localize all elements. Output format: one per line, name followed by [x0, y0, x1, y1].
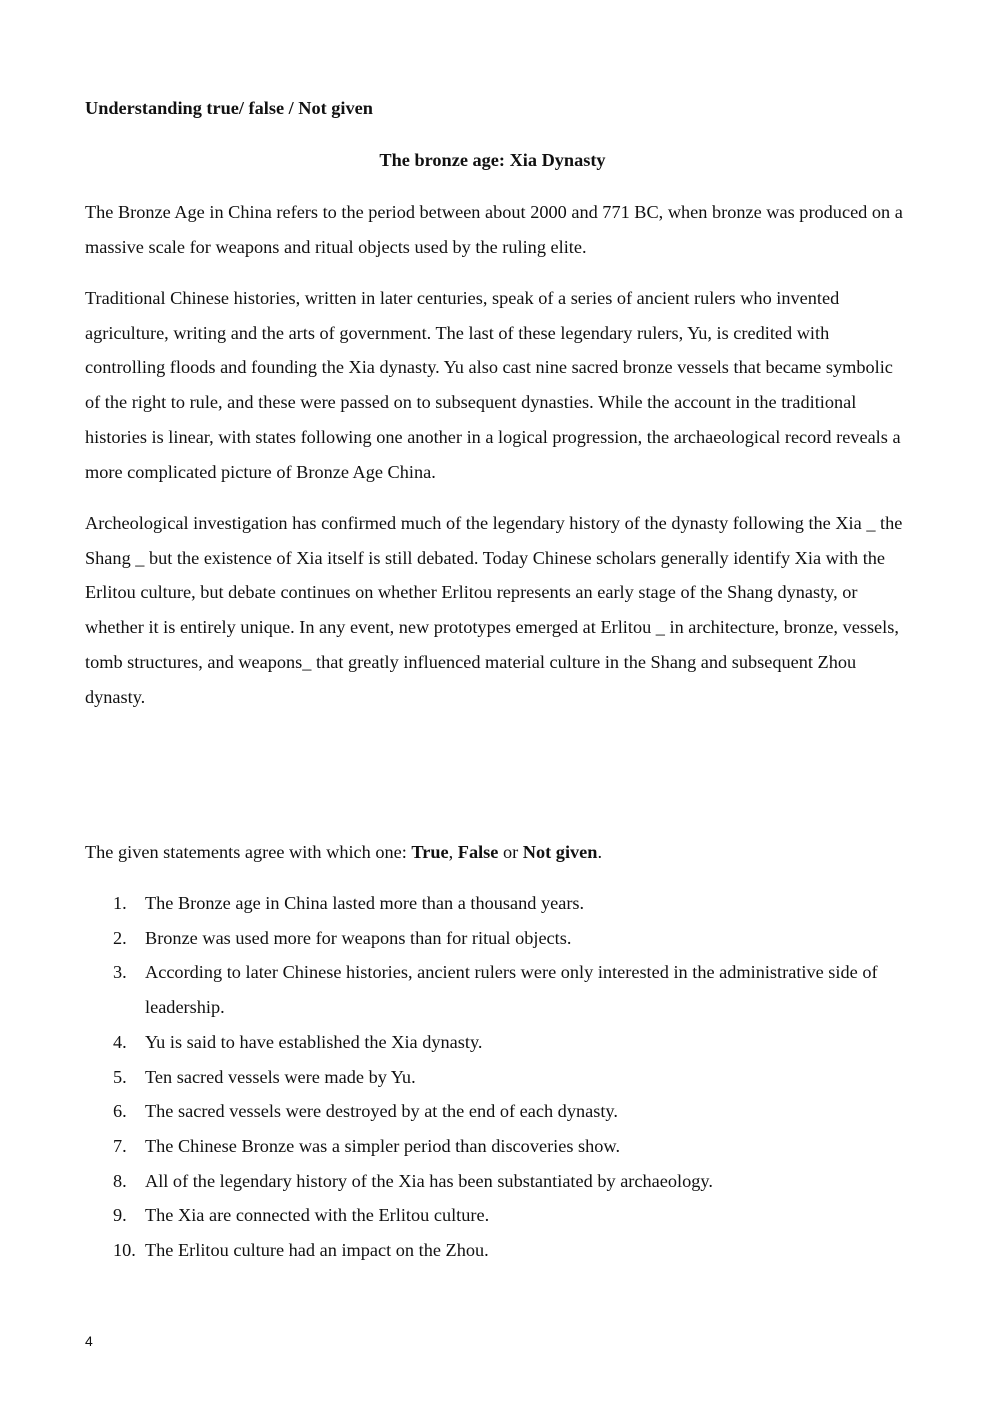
paragraph-3: Archeological investigation has confirmed much of the legendary history of the dynasty following the Xia _ the Shang _ but the existence of Xia itself is still debated. Today Chinese scholars generally identify Xia with the Erlitou culture, but debate continues on whether Erlitou represents an early stage of the Shang dynasty, or whether it is entirely unique. In any event, new prototypes emerged at Erlitou _ in architecture, bronze, vessels, tomb structures, and weapons_ that greatly influenced material culture in the Shang and subsequent Zhou dynasty. — [85, 513, 903, 707]
page-number: 4 — [85, 1333, 93, 1349]
question-text: According to later Chinese histories, ancient rulers were only interested in the administrative side of leadership. — [145, 962, 878, 1018]
question-text: Bronze was used more for weapons than for ritual objects. — [145, 927, 572, 948]
paragraph-2: Traditional Chinese histories, written in later centuries, speak of a series of ancient rulers who invented agriculture, writing and the arts of government. The last of these legendary rulers, Yu, is credited with controlling floods and founding the Xia dynasty. Yu also cast nine sacred bronze vessels that became symbolic of the right to rule, and these were passed on to subsequent dynasties. While the account in the traditional histories is linear, with states following one another in a logical progression, the archaeological record reveals a more complicated picture of Bronze Age China. — [85, 288, 901, 482]
question-item — [85, 1164, 905, 1199]
question-text: All of the legendary history of the Xia has been substantiated by archaeology. — [145, 1170, 713, 1191]
question-number: 6. — [113, 1101, 127, 1122]
question-item — [85, 1198, 905, 1233]
separator: or — [498, 842, 523, 862]
paragraph-1: The Bronze Age in China refers to the period between about 2000 and 771 BC, when bronze was produced on a massive scale for weapons and ritual objects used by the ruling elite. — [85, 202, 903, 257]
question-text: The Erlitou culture had an impact on the Zhou. — [145, 1240, 489, 1261]
question-item — [85, 955, 905, 1024]
question-text: The Chinese Bronze was a simpler period than discoveries show. — [145, 1135, 621, 1156]
question-item — [85, 1094, 905, 1129]
question-item — [85, 1129, 905, 1164]
question-item — [85, 921, 905, 956]
question-number: 1. — [113, 893, 127, 913]
section-heading: The bronze age: Xia Dynasty — [379, 150, 606, 170]
question-number: 8. — [113, 1170, 127, 1191]
question-text: The Xia are connected with the Erlitou culture. — [145, 1205, 490, 1226]
question-number: 3. — [113, 962, 127, 983]
separator: , — [448, 842, 458, 862]
question-item — [85, 1025, 905, 1060]
instruction-end: . — [597, 842, 603, 862]
question-number: 4. — [113, 1031, 127, 1052]
question-number: 2. — [113, 927, 127, 948]
question-text: The sacred vessels were destroyed by at the end of each dynasty. — [145, 1101, 618, 1122]
question-list — [85, 886, 905, 1268]
question-text: The Bronze age in China lasted more than a thousand years. — [145, 893, 585, 913]
question-number: 9. — [113, 1205, 127, 1226]
question-item — [85, 1233, 905, 1268]
instruction-text: The given statements agree with which one: — [85, 842, 412, 862]
question-item — [85, 886, 905, 921]
question-number: 7. — [113, 1135, 127, 1156]
question-item — [85, 1060, 905, 1095]
question-number: 5. — [113, 1066, 127, 1087]
document-title: Understanding true/ false / Not given — [85, 98, 373, 118]
question-number: 10. — [113, 1240, 136, 1261]
question-text: Yu is said to have established the Xia dynasty. — [145, 1031, 483, 1052]
instruction — [85, 835, 905, 870]
option-true: True — [411, 842, 449, 862]
option-false: False — [457, 842, 499, 862]
option-not-given: Not given — [522, 842, 598, 862]
question-text: Ten sacred vessels were made by Yu. — [145, 1066, 416, 1087]
